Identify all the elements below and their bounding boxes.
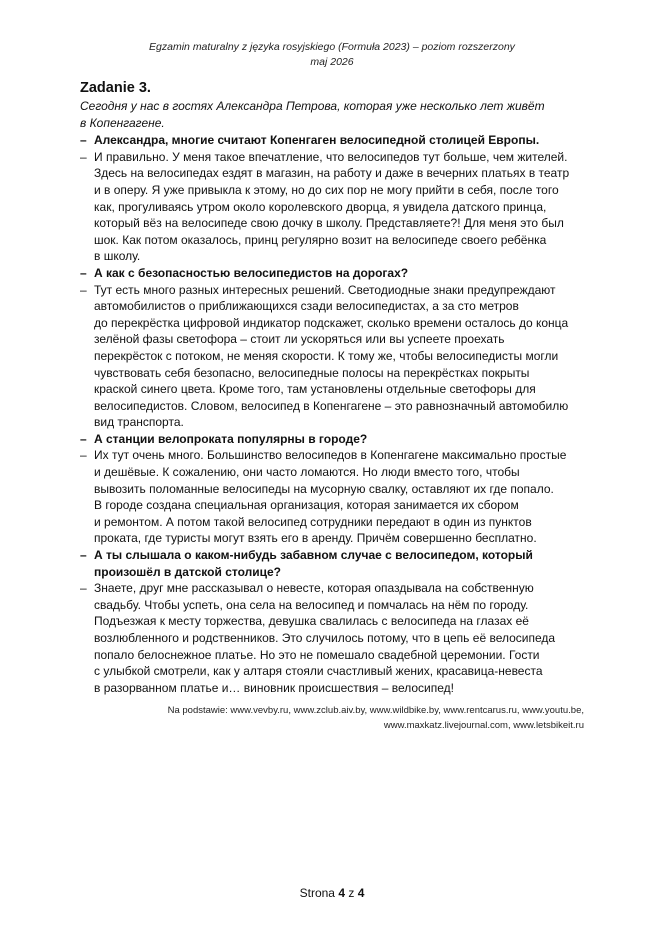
dialogue-line: Здесь на велосипедах ездят в магазин, на работу и даже в вечерних платьях в театр [94,166,570,181]
dialogue-line: А ты слышала о каком-нибудь забавном случае с велосипедом, который [94,548,533,563]
interviewer-question [80,547,590,580]
dialogue-line: перекрёсток с потоком, не меняя скорости. К тому же, чтобы велосипедисты могли [94,348,559,363]
dialogue-line: Их тут очень много. Большинство велосипедов в Копенгагене максимально простые [94,448,567,463]
dialogue-line: автомобилистов о приближающихся сзади велосипедистах, а за сто метров [94,299,519,314]
page-sep: z [348,886,355,900]
interview-dialogue [80,132,590,696]
dialogue-line: с улыбкой смотрели, как у алтаря стояли счастливый жених, красавица-невеста [94,664,543,679]
dialogue-line: шок. Как потом оказалось, принц регулярно возит на велосипеде своего ребёнка [94,232,547,247]
interviewer-question [80,265,590,282]
dialogue-line: зелёной фазы светофора – стоит ли ускоряться или вы успеете проехать [94,332,505,347]
dialogue-line: и ремонтом. А потом такой велосипед сотрудники передают в один из пунктов [94,514,532,529]
dialogue-line: Тут есть много разных интересных решений. Светодиодные знаки предупреждают [94,282,556,297]
dialogue-dash: – [80,282,87,297]
page-number: 4 [338,886,345,900]
exam-date: maj 2026 [310,56,354,68]
source-note [104,703,584,733]
interviewee-answer [80,282,590,431]
dialogue-dash: – [80,431,87,446]
dialogue-dash: – [80,133,87,148]
task-content [80,79,590,696]
page-label: Strona [299,886,335,900]
dialogue-dash: – [80,149,87,164]
dialogue-line: и в оперу. Я уже привыкла к этому, но до сих пор не могу прийти в себя, после того [94,182,559,197]
dialogue-line: возлюбленного и родственников. Это случилось потому, что в цепь её велосипеда [94,631,556,645]
dialogue-line: краской синего цвета. Кроме того, там установлены отдельные светофоры для [94,382,536,397]
dialogue-line: до перекрёстка цифровой индикатор подскажет, сколько времени осталось до конца [94,315,569,330]
dialogue-line: в разорванном платье и… виновник происшествия – велосипед! [94,680,454,695]
task-intro [80,98,590,131]
dialogue-line: проката, где туристы могут взять его в аренду. Причём совершенно бесплатно. [94,531,537,546]
dialogue-line: И правильно. У меня такое впечатление, что велосипедов тут больше, чем жителей. [94,149,568,164]
dialogue-line: В городе создана специальная организация, которая занимается их сбором [94,498,519,513]
task-title: Zadanie 3. [80,80,151,96]
dialogue-line: Александра, многие считают Копенгаген велосипедной столицей Европы. [94,133,540,148]
dialogue-line: А станции велопроката популярны в городе? [94,431,368,446]
dialogue-line: и дешёвые. К сожалению, они часто ломаются. Но люди вместо того, чтобы [94,465,520,480]
page-total: 4 [357,886,365,900]
dialogue-line: Знаете, друг мне рассказывал о невесте, которая опаздывала на собственную [94,581,534,596]
interviewer-question [80,132,590,149]
interviewee-answer [80,447,590,547]
intro-line: Сегодня у нас в гостях Александра Петрова, которая уже несколько лет живёт [80,99,545,113]
dialogue-line: вид транспорта. [94,415,184,430]
dialogue-line: который вёз на велосипеде свою дочку в школу. Представляете?! Для меня это был [94,216,564,231]
page-header [0,40,664,70]
dialogue-line: как, прогуливаясь утром около королевского дворца, я увидела датского принца, [94,199,547,214]
dialogue-dash: – [80,265,87,280]
dialogue-dash: – [80,448,87,463]
exam-title: Egzamin maturalny z języka rosyjskiego (Formuła 2023) – poziom rozszerzony [149,41,515,53]
source-line: www.maxkatz.livejournal.com, www.letsbikeit.ru [383,720,584,731]
source-line: Na podstawie: www.vevby.ru, www.zclub.aiv.by, www.wildbike.by, www.rentcarus.ru, www.youtu.be, [167,705,584,716]
dialogue-line: в школу. [94,249,141,264]
dialogue-dash: – [80,581,87,596]
dialogue-line: произошёл в датской столице? [94,564,282,579]
dialogue-line: А как с безопасностью велосипедистов на дорогах? [94,265,409,280]
dialogue-line: попало белоснежное платье. Но это не помешало свадебной церемонии. Гости [94,647,540,662]
dialogue-line: чувствовать себя безопасно, велосипедные полосы на перекрёстках покрыты [94,365,530,380]
intro-line: в Копенгагене. [80,115,165,130]
page-footer [0,886,664,900]
interviewee-answer [80,580,590,696]
dialogue-line: Подъезжая к месту торжества, девушка свалилась с велосипеда на глазах её [94,614,529,629]
dialogue-line: велосипедистов. Словом, велосипед в Копенгагене – это равнозначный автомобилю [94,398,569,413]
interviewee-answer [80,149,590,265]
interviewer-question [80,431,590,448]
dialogue-line: вывозить поломанные велосипеды на мусорную свалку, оставляют их где попало. [94,481,554,496]
dialogue-line: свадьбу. Чтобы успеть, она села на велосипед и помчалась на нём по городу. [94,597,529,612]
dialogue-dash: – [80,548,87,563]
